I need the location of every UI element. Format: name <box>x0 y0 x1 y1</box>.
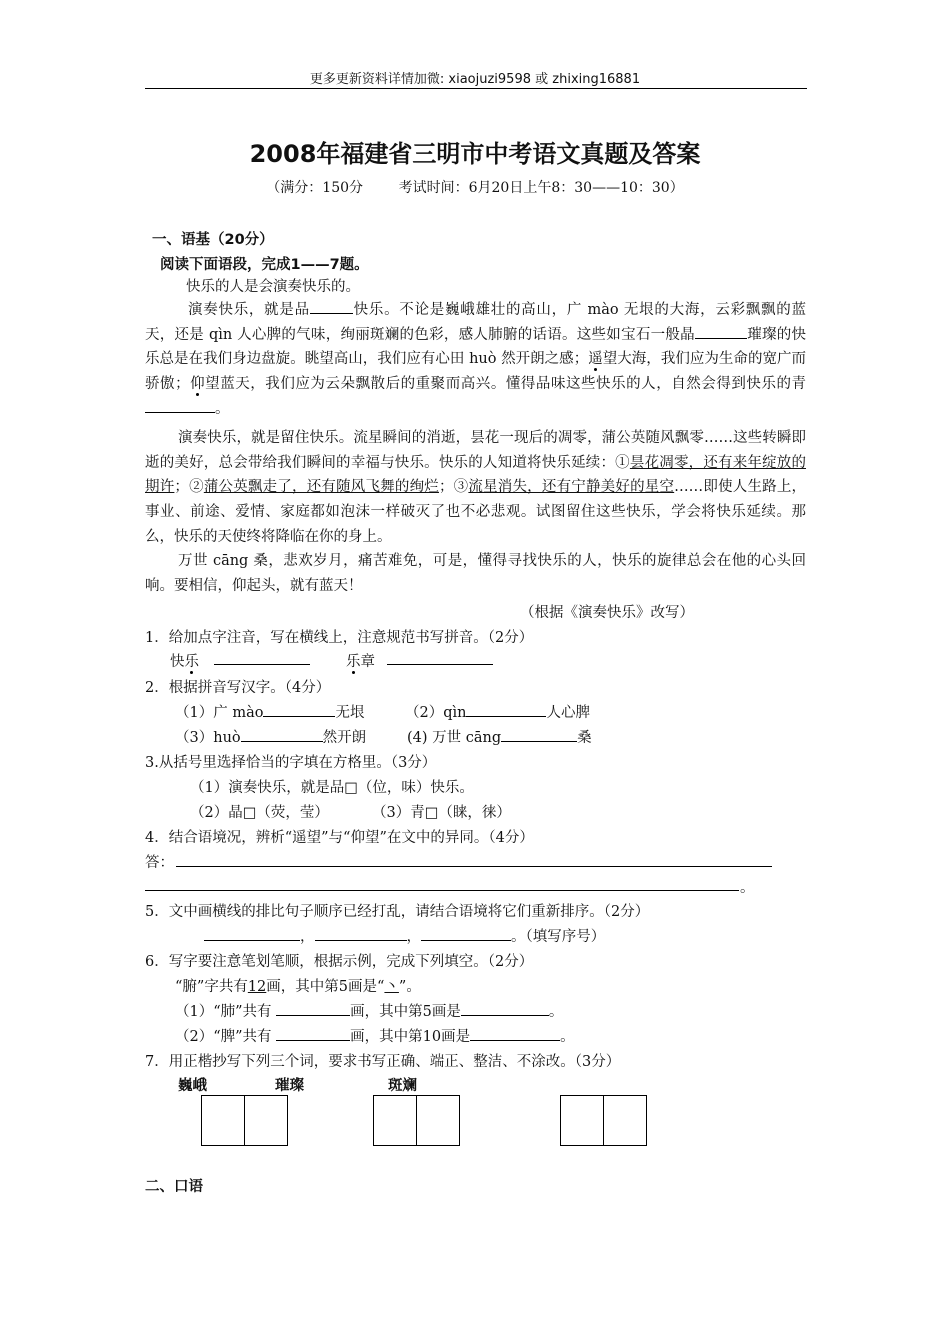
q2-blank-4[interactable] <box>501 727 577 742</box>
q3-item-1: （1）演奏快乐，就是品□（位，味）快乐。 <box>190 780 474 796</box>
exam-subtitle: （满分：150分 考试时间：6月20日上午8：30——10：30） <box>266 180 684 196</box>
q7-box-2a[interactable] <box>373 1095 417 1146</box>
dotted-char-yao: 遥 <box>588 351 603 368</box>
q4-end-mark: 。 <box>740 880 755 896</box>
q4-answer-line-2[interactable] <box>145 890 739 891</box>
header-rule <box>145 88 807 89</box>
q7-word-1: 巍峨 <box>178 1078 207 1094</box>
q7-word-2: 璀璨 <box>275 1078 304 1094</box>
q7-box-3b[interactable] <box>603 1095 647 1146</box>
q2-blank-2[interactable] <box>466 702 546 717</box>
dotted-char-le-2: 乐 <box>346 654 361 670</box>
q1-item-2: 乐章 <box>346 654 375 670</box>
q3-item-2: （2）晶□（荧，莹） <box>190 805 329 821</box>
underlined-sentence-1: 昙花凋零，还有来年绽放的期许 <box>145 454 806 496</box>
q7-box-3a[interactable] <box>560 1095 604 1146</box>
q5-blank-2[interactable] <box>315 926 407 941</box>
page-header: 更多更新资料详情加微: xiaojuzi9598 或 zhixing16881 <box>309 72 641 87</box>
q2-item-2: （2）qìn 人心脾 <box>405 701 590 722</box>
q5-blank-1[interactable] <box>204 926 300 941</box>
blank-lai <box>145 398 215 413</box>
q7-box-2b[interactable] <box>416 1095 460 1146</box>
q1-item-1: 快乐 <box>170 654 199 670</box>
q6-example-stroke: 丶 <box>384 979 399 995</box>
section1-heading: 一、语基（20分） <box>152 232 274 248</box>
q5-blank-3[interactable] <box>421 926 511 941</box>
underlined-sentence-3: 流星消失，还有宁静美好的星空 <box>468 479 675 496</box>
blank-ying <box>695 324 747 339</box>
passage-title: 快乐的人是会演奏快乐的。 <box>186 279 360 295</box>
q6-blank-2b[interactable] <box>470 1026 560 1041</box>
q6-item-2: （2）“脾”共有 画，其中第10画是 。 <box>175 1025 575 1046</box>
q2-blank-1[interactable] <box>263 702 335 717</box>
q7-box-1b[interactable] <box>244 1095 288 1146</box>
passage-paragraph-1: 演奏快乐，就是品 快乐。不论是巍峨雄壮的高山，广 mào 无垠的大海，云彩飘飘的蓝天，还是 qìn 人心脾的气味，绚丽斑斓的色彩，感人肺腑的话语。这些如宝石一般晶 璀璨的快乐总是在我们身边盘旋。眺望高山，我们应有心田 huò 然开朗之感；遥望大海，我们应为生命的宽广而骄傲；仰望蓝天，我们应为云朵飘散后的重聚而高兴。懂得品味这些快乐的人，自然会得到快乐的青。 <box>145 298 806 422</box>
q2-blank-3[interactable] <box>241 727 323 742</box>
dotted-char-yang: 仰 <box>189 376 206 393</box>
q5-answer-row: ， ， 。（填写序号） <box>204 925 605 946</box>
q4-text: 4．结合语境况，辨析“遥望”与“仰望”在文中的异同。（4分） <box>145 830 534 846</box>
underlined-sentence-2: 蒲公英飘走了，还有随风飞舞的绚烂 <box>203 479 439 496</box>
q6-text: 6．写字要注意笔划笔顺，根据示例，完成下列填空。（2分） <box>145 954 534 970</box>
q6-example-count: 12 <box>247 979 267 995</box>
q3-item-3: （3）青□（睐，徕） <box>372 805 511 821</box>
passage-source: （根据《演奏快乐》改写） <box>520 605 694 621</box>
q1-text: 1．给加点字注音，写在横线上，注意规范书写拼音。（2分） <box>145 630 534 646</box>
blank-pin <box>310 299 353 314</box>
q1-answer-blank-2[interactable] <box>387 650 493 665</box>
exam-title: 2008年福建省三明市中考语文真题及答案 <box>249 140 701 168</box>
passage-paragraph-2: 演奏快乐，就是留住快乐。流星瞬间的消逝，昙花一现后的凋零，蒲公英随风飘零……这些转瞬即逝的美好，总会带给我们瞬间的幸福与快乐。快乐的人知道将快乐延续：①昙花凋零，还有来年绽放的期许；②蒲公英飘走了，还有随风飞舞的绚烂；③流星消失，还有宁静美好的星空……即使人生路上，事业、前途、爱情、家庭都如泡沫一样破灭了也不必悲观。试图留住这些快乐，学会将快乐延续。那么，快乐的天使终将降临在你的身上。 <box>145 430 807 545</box>
q4-answer-line-1[interactable] <box>176 866 772 867</box>
q2-text: 2．根据拼音写汉字。（4分） <box>145 680 331 696</box>
q7-word-3: 斑斓 <box>388 1078 417 1094</box>
q6-item-1: （1）“肺”共有 画，其中第5画是 。 <box>175 1000 563 1021</box>
q4-answer-label: 答： <box>145 855 174 871</box>
q6-blank-1b[interactable] <box>461 1001 549 1016</box>
passage-paragraph-3: 万世 cāng 桑，悲欢岁月，痛苦难免，可是，懂得寻找快乐的人，快乐的旋律总会在他的心头回响。要相信，仰起头，就有蓝天！ <box>145 553 806 594</box>
q6-blank-2a[interactable] <box>276 1026 350 1041</box>
q1-answer-blank-1[interactable] <box>214 650 310 665</box>
q2-item-3: （3）huò 然开朗 <box>175 726 366 747</box>
q2-item-4: (4) 万世 cāng 桑 <box>407 726 592 747</box>
section2-heading: 二、口语 <box>145 1179 203 1195</box>
q3-text: 3.从括号里选择恰当的字填在方格里。（3分） <box>145 755 437 771</box>
q2-item-1: （1）广 mào 无垠 <box>175 701 364 722</box>
q7-text: 7．用正楷抄写下列三个词，要求书写正确、端正、整洁、不涂改。（3分） <box>145 1054 621 1070</box>
q7-box-1a[interactable] <box>201 1095 245 1146</box>
q6-blank-1a[interactable] <box>276 1001 350 1016</box>
q5-text: 5．文中画横线的排比句子顺序已经打乱，请结合语境将它们重新排序。（2分） <box>145 904 650 920</box>
section1-instruction: 阅读下面语段，完成1——7题。 <box>160 257 369 273</box>
dotted-char-le-1: 乐 <box>184 654 199 670</box>
q6-example: “腑”字共有12画，其中第5画是“丶”。 <box>175 979 421 995</box>
